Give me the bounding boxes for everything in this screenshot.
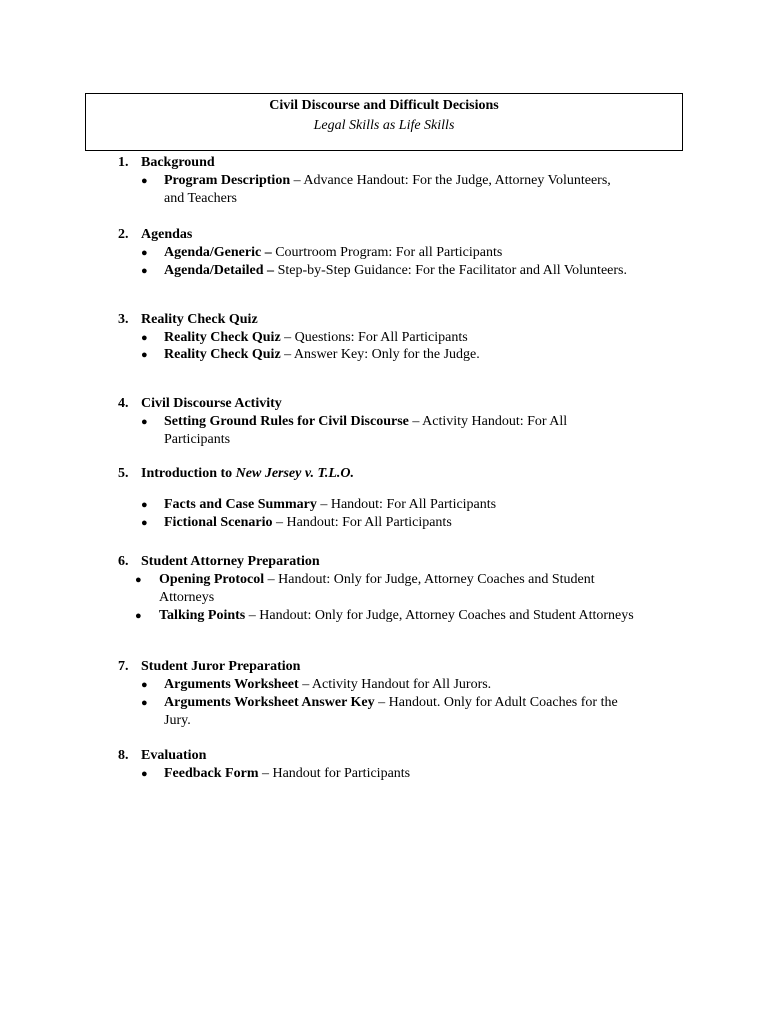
section-heading-student-attorney-preparation: 6. Student Attorney Preparation	[118, 554, 320, 569]
bullet-icon: ●	[135, 574, 142, 586]
section-heading-student-juror-preparation: 7. Student Juror Preparation	[118, 659, 301, 674]
bullet-icon: ●	[141, 416, 148, 428]
bullet-icon: ●	[141, 499, 148, 511]
bullet-icon: ●	[141, 768, 148, 780]
bullet-icon: ●	[135, 610, 142, 622]
section-heading-background: 1. Background	[118, 155, 215, 170]
section-heading-agendas: 2. Agendas	[118, 227, 193, 242]
bullet-icon: ●	[141, 679, 148, 691]
bullet-icon: ●	[141, 265, 148, 277]
section-heading-evaluation: 8. Evaluation	[118, 748, 207, 763]
section-heading-introduction: 5. Introduction to New Jersey v. T.L.O.	[118, 466, 354, 481]
document-subtitle: Legal Skills as Life Skills	[313, 118, 455, 133]
section-heading-reality-check-quiz: 3. Reality Check Quiz	[118, 312, 258, 327]
bullet-icon: ●	[141, 175, 148, 187]
section-heading-civil-discourse-activity: 4. Civil Discourse Activity	[118, 396, 282, 411]
bullet-icon: ●	[141, 517, 148, 529]
title-box	[85, 93, 683, 151]
document-title: Civil Discourse and Difficult Decisions	[269, 98, 499, 113]
bullet-icon: ●	[141, 332, 148, 344]
bullet-icon: ●	[141, 697, 148, 709]
bullet-icon: ●	[141, 247, 148, 259]
bullet-icon: ●	[141, 349, 148, 361]
